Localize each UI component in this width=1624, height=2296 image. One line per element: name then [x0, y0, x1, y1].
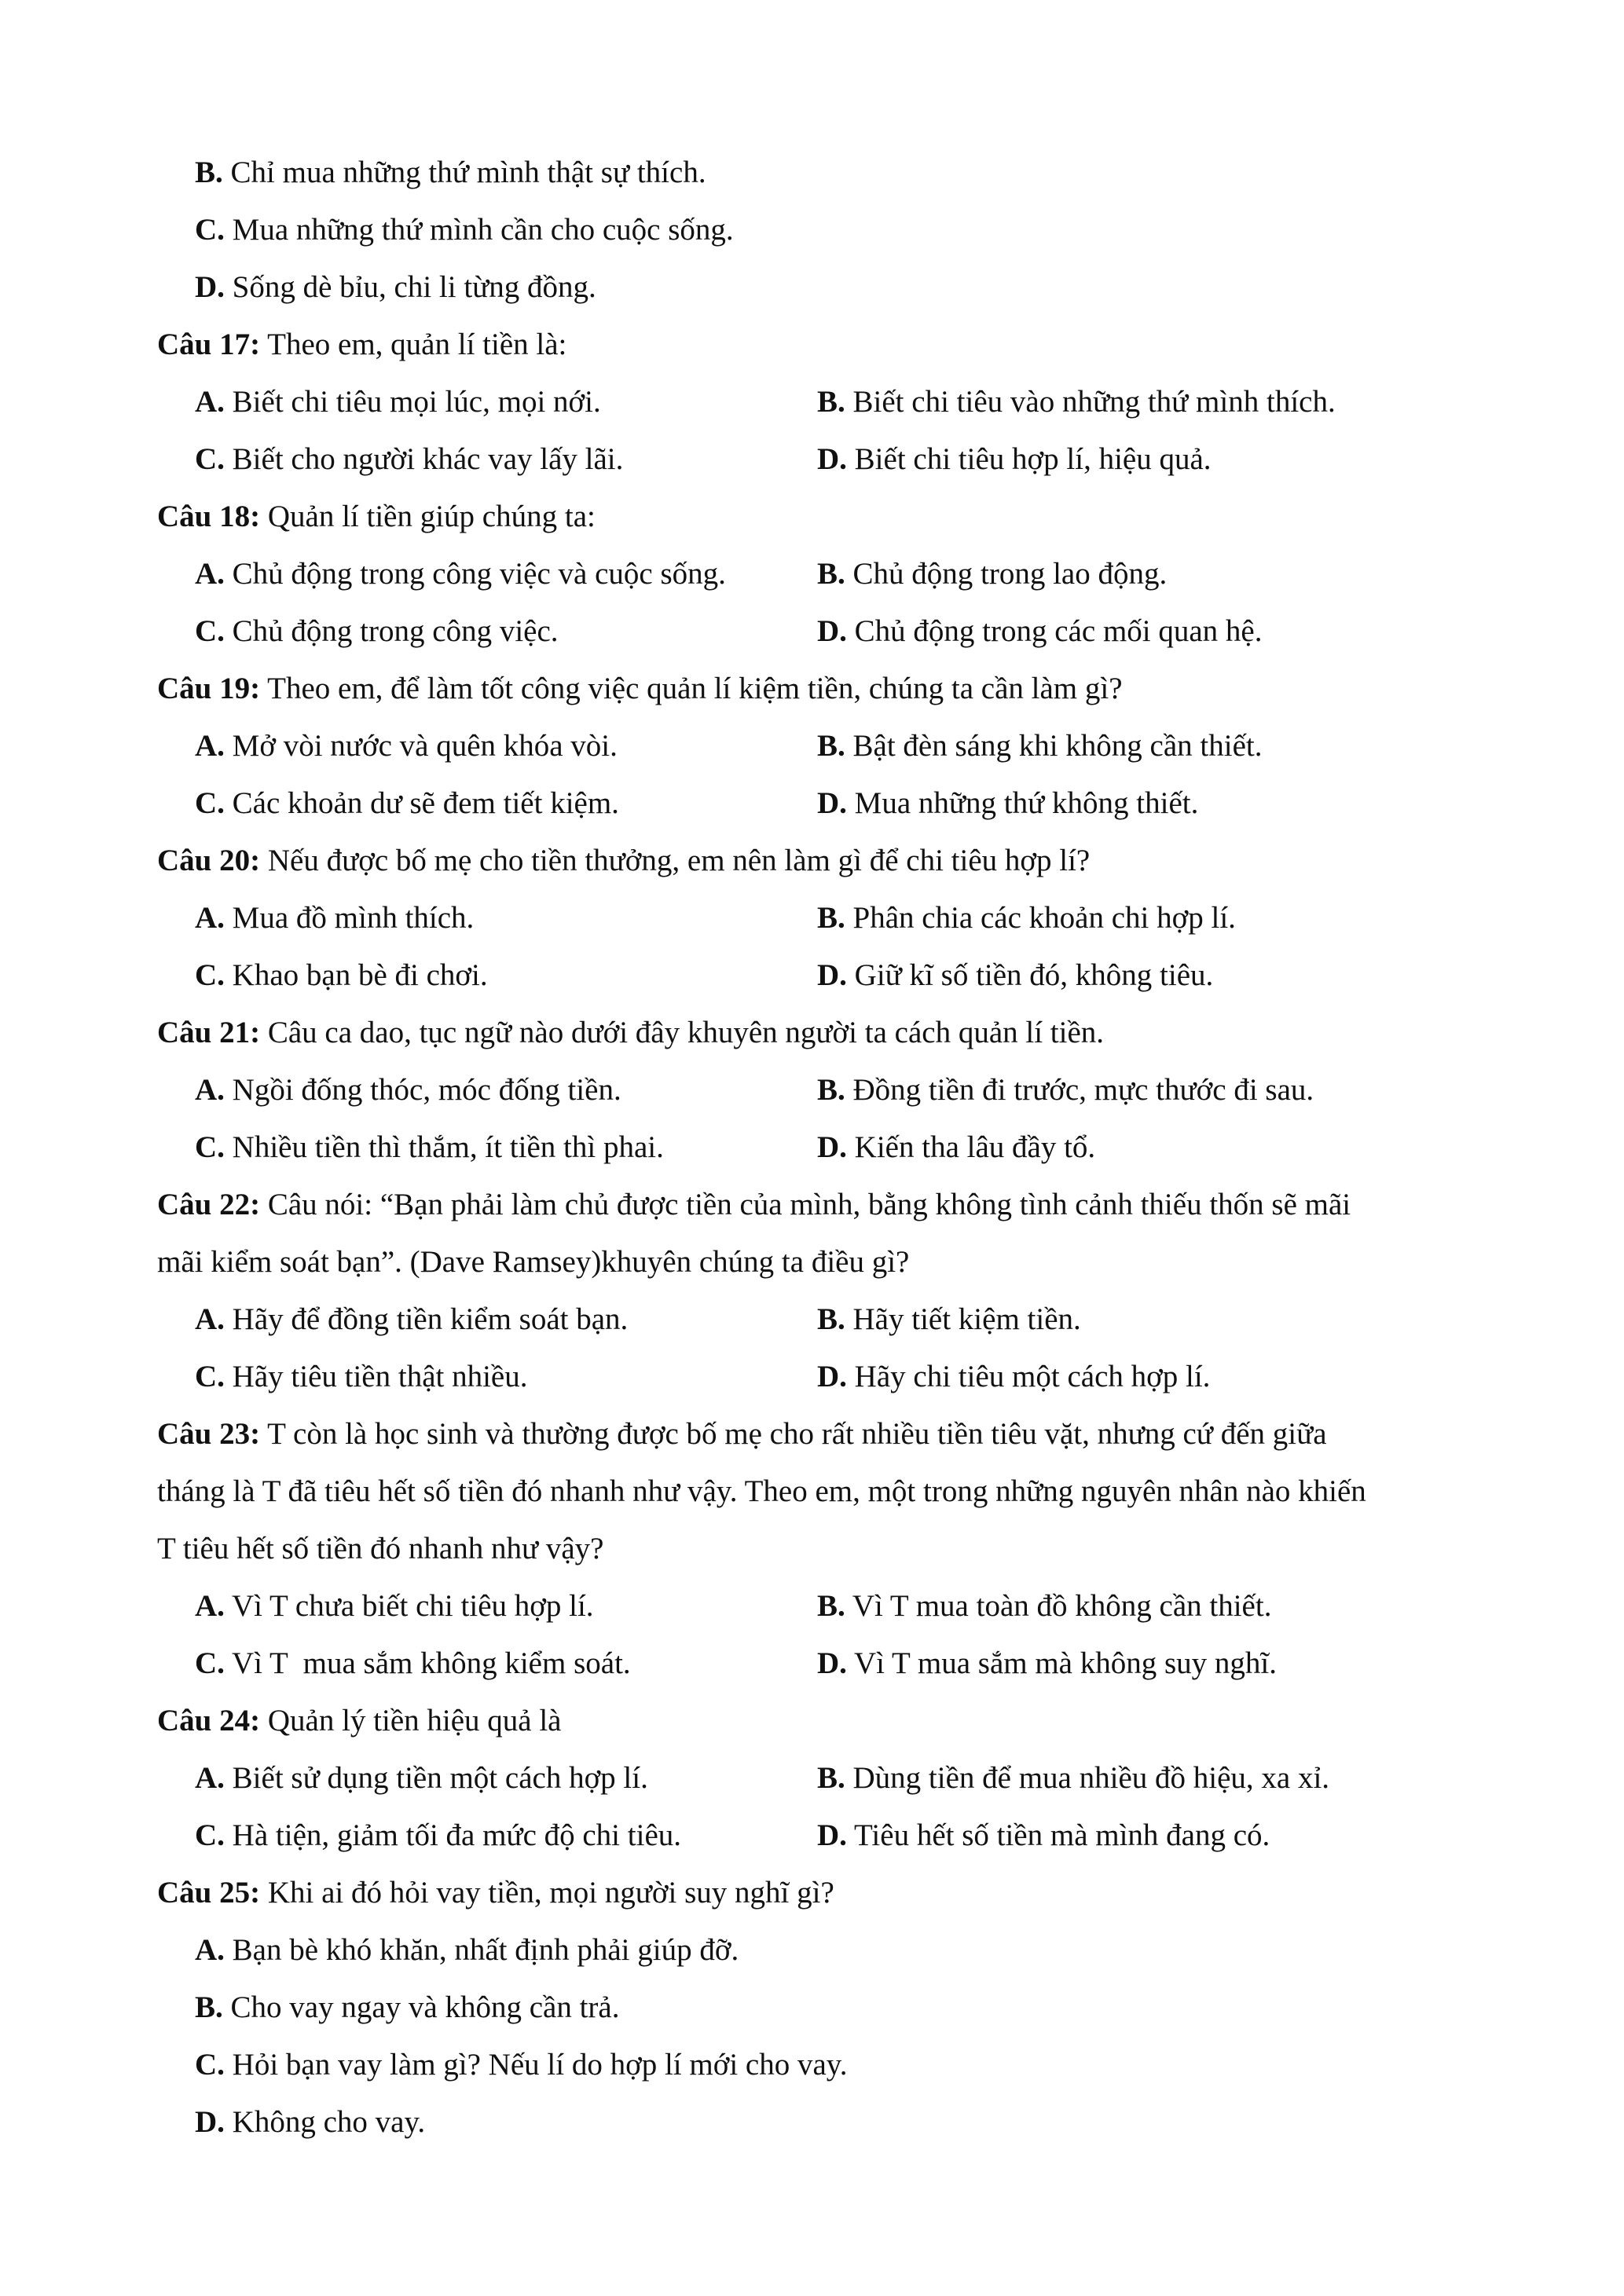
text-content: Mua đồ mình thích.	[232, 901, 475, 935]
text-content: Quản lí tiền giúp chúng ta:	[267, 500, 596, 533]
text-content: Kiến tha lâu đầy tổ.	[854, 1130, 1096, 1164]
text-content: Theo em, để làm tốt công việc quản lí kiệm tiền, chúng ta cần làm gì?	[267, 672, 1123, 705]
option-label: Câu 21:	[157, 1016, 261, 1049]
q17-option-d	[817, 441, 1212, 478]
q22-option-d	[817, 1358, 1210, 1396]
text-content: Mua những thứ không thiết.	[854, 786, 1199, 820]
text-content: Biết chi tiêu mọi lúc, mọi nới.	[232, 385, 601, 419]
option-label: D.	[817, 1360, 847, 1393]
q18-option-b	[817, 555, 1167, 593]
question-23-cont2	[157, 1530, 603, 1568]
text-content: Hãy tiết kiệm tiền.	[852, 1302, 1081, 1336]
option-label: D.	[817, 442, 847, 476]
text-content: Khi ai đó hỏi vay tiền, mọi người suy nghĩ gì?	[267, 1876, 834, 1910]
text-content: Khao bạn bè đi chơi.	[232, 958, 488, 992]
text-content: Vì T mua sắm mà không suy nghĩ.	[853, 1646, 1278, 1680]
option-label: B.	[817, 557, 845, 591]
q19-option-b	[817, 727, 1263, 765]
q17-option-a	[195, 383, 601, 421]
q18-option-d	[817, 613, 1262, 650]
q24-option-a	[195, 1760, 648, 1797]
option-label: C.	[195, 442, 225, 476]
q18-option-a	[195, 555, 726, 593]
text-content: Vì T chưa biết chi tiêu hợp lí.	[231, 1589, 594, 1623]
q20-option-d	[817, 957, 1213, 994]
text-content: Nhiều tiền thì thắm, ít tiền thì phai.	[232, 1130, 664, 1164]
text-content: tháng là T đã tiêu hết số tiền đó nhanh như vậy. Theo em, một trong những nguyên nhân nào khiến	[157, 1474, 1366, 1508]
q20-option-c	[195, 957, 488, 994]
option-label: C.	[195, 213, 225, 247]
option-label: Câu 18:	[157, 500, 261, 533]
option-label: A.	[195, 1302, 225, 1336]
q22-option-a	[195, 1301, 628, 1338]
option-label: D.	[817, 614, 847, 648]
option-label: Câu 22:	[157, 1188, 261, 1221]
question-23	[157, 1415, 1327, 1453]
text-content: Hãy để đồng tiền kiểm soát bạn.	[232, 1302, 629, 1336]
option-label: B.	[817, 385, 845, 419]
text-content: T còn là học sinh và thường được bố mẹ cho rất nhiều tiền tiêu vặt, nhưng cứ đến giữa	[267, 1417, 1327, 1451]
text-content: Chủ động trong lao động.	[852, 557, 1168, 591]
text-content: Hãy chi tiêu một cách hợp lí.	[854, 1360, 1211, 1393]
option-label: D.	[817, 786, 847, 820]
text-content: Dùng tiền để mua nhiều đồ hiệu, xa xỉ.	[852, 1761, 1330, 1795]
question-21	[157, 1014, 1104, 1052]
text-content: Các khoản dư sẽ đem tiết kiệm.	[232, 786, 619, 820]
q19-option-d	[817, 785, 1198, 822]
question-19	[157, 670, 1123, 708]
text-content: Vì T mua toàn đồ không cần thiết.	[852, 1589, 1272, 1623]
option-label: A.	[195, 385, 225, 419]
option-label: C.	[195, 1360, 225, 1393]
option-label: A.	[195, 901, 225, 935]
text-content: Vì T mua sắm không kiểm soát.	[231, 1646, 631, 1680]
option-label: A.	[195, 729, 225, 763]
text-content: Biết sử dụng tiền một cách hợp lí.	[232, 1761, 648, 1795]
option-label: Câu 17:	[157, 328, 261, 361]
option-label: C.	[195, 614, 225, 648]
option-label: C.	[195, 958, 225, 992]
text-content: Biết cho người khác vay lấy lãi.	[232, 442, 624, 476]
option-label: Câu 20:	[157, 844, 261, 877]
option-label: C.	[195, 1646, 225, 1680]
option-c	[195, 211, 734, 249]
option-label: C.	[195, 1818, 225, 1852]
option-label: Câu 24:	[157, 1704, 261, 1738]
text-content: Bật đèn sáng khi không cần thiết.	[852, 729, 1263, 763]
q25-option-c	[195, 2046, 848, 2084]
question-17	[157, 326, 566, 364]
q17-option-b	[817, 383, 1336, 421]
q23-option-a	[195, 1587, 594, 1625]
q20-option-b	[817, 899, 1236, 937]
option-d	[195, 269, 596, 306]
text-content: Giữ kĩ số tiền đó, không tiêu.	[854, 958, 1214, 992]
option-label: A.	[195, 1589, 225, 1623]
option-label: B.	[817, 729, 845, 763]
text-content: Bạn bè khó khăn, nhất định phải giúp đỡ.	[232, 1933, 739, 1967]
q25-option-a	[195, 1932, 739, 1969]
text-content: mãi kiểm soát bạn”. (Dave Ramsey)khuyên chúng ta điều gì?	[157, 1245, 910, 1279]
question-22-cont	[157, 1243, 909, 1281]
option-label: D.	[817, 1818, 847, 1852]
text-content: Hà tiện, giảm tối đa mức độ chi tiêu.	[232, 1818, 681, 1852]
question-24	[157, 1702, 562, 1740]
text-content: Câu nói: “Bạn phải làm chủ được tiền của mình, bằng không tình cảnh thiếu thốn sẽ mãi	[267, 1188, 1351, 1221]
text-content: Mở vòi nước và quên khóa vòi.	[232, 729, 618, 763]
option-label: Câu 25:	[157, 1876, 261, 1910]
option-label: A.	[195, 557, 225, 591]
q20-option-a	[195, 899, 474, 937]
option-label: B.	[817, 1761, 845, 1795]
q18-option-c	[195, 613, 559, 650]
option-label: C.	[195, 786, 225, 820]
text-content: Biết chi tiêu vào những thứ mình thích.	[852, 385, 1336, 419]
option-label: B.	[817, 1073, 845, 1107]
q21-option-d	[817, 1129, 1095, 1166]
text-content: Sống dè bỉu, chi li từng đồng.	[232, 270, 596, 304]
option-label: A.	[195, 1073, 225, 1107]
q17-option-c	[195, 441, 623, 478]
option-label: Câu 19:	[157, 672, 261, 705]
q24-option-b	[817, 1760, 1329, 1797]
option-label: B.	[195, 1990, 223, 2024]
q24-option-c	[195, 1817, 681, 1855]
question-22	[157, 1186, 1351, 1224]
option-label: C.	[195, 1130, 225, 1164]
q23-option-c	[195, 1645, 631, 1683]
option-label: C.	[195, 2048, 225, 2082]
text-content: Hỏi bạn vay làm gì? Nếu lí do hợp lí mới cho vay.	[232, 2048, 848, 2082]
question-23-cont	[157, 1473, 1366, 1511]
option-label: D.	[817, 1646, 847, 1680]
text-content: T tiêu hết số tiền đó nhanh như vậy?	[157, 1532, 604, 1565]
question-20	[157, 842, 1090, 880]
option-label: Câu 23:	[157, 1417, 261, 1451]
text-content: Ngồi đống thóc, móc đống tiền.	[232, 1073, 621, 1107]
q23-option-d	[817, 1645, 1277, 1683]
q19-option-c	[195, 785, 619, 822]
option-label: D.	[817, 958, 847, 992]
q22-option-c	[195, 1358, 528, 1396]
text-content: Chỉ mua những thứ mình thật sự thích.	[230, 156, 706, 189]
option-label: A.	[195, 1933, 225, 1967]
text-content: Quản lý tiền hiệu quả là	[267, 1704, 562, 1738]
q24-option-d	[817, 1817, 1270, 1855]
q25-option-b	[195, 1989, 619, 2027]
option-b	[195, 154, 706, 192]
option-label: B.	[817, 1302, 845, 1336]
text-content: Mua những thứ mình cần cho cuộc sống.	[232, 213, 734, 247]
option-label: D.	[817, 1130, 847, 1164]
q21-option-a	[195, 1071, 621, 1109]
text-content: Biết chi tiêu hợp lí, hiệu quả.	[854, 442, 1212, 476]
q21-option-c	[195, 1129, 664, 1166]
text-content: Chủ động trong công việc và cuộc sống.	[232, 557, 726, 591]
text-content: Không cho vay.	[232, 2105, 426, 2139]
text-content: Theo em, quản lí tiền là:	[267, 328, 567, 361]
q22-option-b	[817, 1301, 1081, 1338]
question-18	[157, 498, 596, 536]
option-label: B.	[195, 156, 223, 189]
q19-option-a	[195, 727, 618, 765]
text-content: Hãy tiêu tiền thật nhiều.	[232, 1360, 528, 1393]
option-label: B.	[817, 1589, 845, 1623]
text-content: Chủ động trong các mối quan hệ.	[854, 614, 1263, 648]
text-content: Cho vay ngay và không cần trả.	[230, 1990, 620, 2024]
option-label: D.	[195, 2105, 225, 2139]
text-content: Phân chia các khoản chi hợp lí.	[852, 901, 1236, 935]
q23-option-b	[817, 1587, 1271, 1625]
question-25	[157, 1874, 834, 1912]
option-label: D.	[195, 270, 225, 304]
text-content: Nếu được bố mẹ cho tiền thưởng, em nên làm gì để chi tiêu hợp lí?	[267, 844, 1091, 877]
option-label: B.	[817, 901, 845, 935]
text-content: Chủ động trong công việc.	[232, 614, 559, 648]
option-label: A.	[195, 1761, 225, 1795]
text-content: Tiêu hết số tiền mà mình đang có.	[853, 1818, 1270, 1852]
text-content: Đồng tiền đi trước, mực thước đi sau.	[852, 1073, 1314, 1107]
q21-option-b	[817, 1071, 1314, 1109]
q25-option-d	[195, 2104, 425, 2141]
text-content: Câu ca dao, tục ngữ nào dưới đây khuyên người ta cách quản lí tiền.	[267, 1016, 1105, 1049]
